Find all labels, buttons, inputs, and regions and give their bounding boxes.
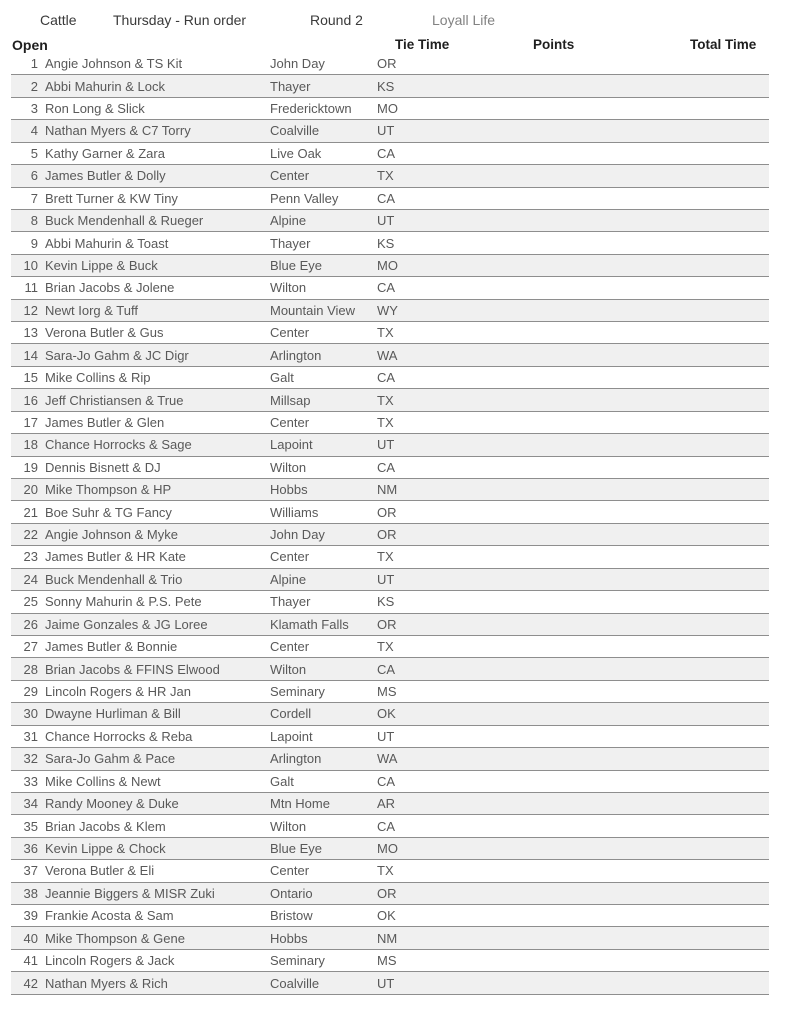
state: WA: [377, 347, 398, 363]
run-number: 16: [23, 392, 38, 408]
run-number: 15: [23, 370, 38, 386]
sheet-title-band: [0, 12, 791, 30]
state: MS: [377, 684, 397, 700]
city: Center: [270, 414, 310, 430]
team-name: Jeff Christiansen & True: [45, 392, 184, 408]
state: UT: [377, 975, 395, 991]
city: Bristow: [270, 908, 313, 924]
state: OK: [377, 908, 396, 924]
city: Hobbs: [270, 930, 308, 946]
table-row: [11, 726, 769, 748]
class-label: Open: [12, 37, 48, 53]
team-name: James Butler & Bonnie: [45, 639, 178, 655]
table-row: [11, 98, 769, 120]
table-row: [11, 950, 769, 972]
state: TX: [377, 168, 394, 184]
team-name: Verona Butler & Gus: [45, 325, 164, 341]
state: OR: [377, 527, 397, 543]
state: NM: [377, 930, 398, 946]
run-number: 20: [23, 482, 38, 498]
team-name: Buck Mendenhall & Rueger: [45, 213, 204, 229]
state: TX: [377, 863, 394, 879]
state: TX: [377, 325, 394, 341]
state: TX: [377, 639, 394, 655]
city: Seminary: [270, 684, 325, 700]
sponsor-label: Loyall Life: [432, 12, 496, 28]
team-name: Mike Collins & Rip: [45, 370, 151, 386]
city: Thayer: [270, 235, 311, 251]
run-number: 2: [30, 78, 38, 94]
city: Wilton: [270, 280, 307, 296]
city: Wilton: [270, 818, 307, 834]
city: Live Oak: [270, 145, 322, 161]
table-row: [11, 210, 769, 232]
table-row: [11, 75, 769, 97]
table-row: [11, 860, 769, 882]
team-name: Kevin Lippe & Chock: [45, 840, 166, 856]
state: OR: [377, 616, 397, 632]
run-number: 21: [23, 504, 38, 520]
team-name: Jaime Gonzales & JG Loree: [45, 616, 208, 632]
city: Wilton: [270, 459, 307, 475]
team-name: Chance Horrocks & Sage: [45, 437, 192, 453]
city: Penn Valley: [270, 190, 339, 206]
run-number: 6: [30, 168, 38, 184]
state: WA: [377, 751, 398, 767]
team-name: Frankie Acosta & Sam: [45, 908, 174, 924]
team-name: James Butler & HR Kate: [45, 549, 186, 565]
state: TX: [377, 392, 394, 408]
city: Alpine: [270, 571, 307, 587]
table-row: [11, 569, 769, 591]
team-name: Jeannie Biggers & MISR Zuki: [45, 885, 215, 901]
team-name: Mike Thompson & Gene: [45, 930, 185, 946]
city: Coalville: [270, 123, 320, 139]
run-number: 23: [23, 549, 38, 565]
team-name: Kevin Lippe & Buck: [45, 258, 158, 273]
state: CA: [377, 818, 396, 834]
table-row: [11, 300, 769, 322]
city: Lapoint: [270, 437, 313, 453]
run-number: 27: [23, 639, 38, 655]
table-row: [11, 322, 769, 344]
city: Arlington: [270, 347, 322, 363]
table-row: [11, 277, 769, 299]
team-name: Boe Suhr & TG Fancy: [45, 504, 172, 520]
team-name: Mike Collins & Newt: [45, 773, 161, 789]
team-name: Brett Turner & KW Tiny: [45, 190, 178, 206]
city: Mountain View: [270, 302, 356, 318]
run-number: 1: [30, 56, 38, 72]
team-name: Dwayne Hurliman & Bill: [45, 706, 181, 722]
team-name: Brian Jacobs & FFINS Elwood: [45, 661, 220, 677]
table-row: [11, 546, 769, 568]
team-name: Abbi Mahurin & Toast: [45, 235, 169, 251]
city: Cordell: [270, 706, 312, 722]
run-number: 24: [23, 571, 38, 587]
table-row: [11, 524, 769, 546]
run-number: 33: [23, 773, 38, 789]
city: Seminary: [270, 953, 325, 969]
table-row: [11, 681, 769, 703]
table-row: [11, 344, 769, 366]
city: Center: [270, 168, 310, 184]
table-row: [11, 457, 769, 479]
state: KS: [377, 235, 395, 251]
run-number: 34: [23, 796, 38, 812]
run-number: 9: [30, 235, 38, 251]
team-name: Kathy Garner & Zara: [45, 145, 165, 161]
team-name: James Butler & Glen: [45, 414, 165, 430]
run-number: 8: [30, 213, 38, 229]
team-name: Angie Johnson & TS Kit: [45, 56, 183, 72]
state: TX: [377, 549, 394, 565]
table-row: [11, 53, 769, 75]
city: Blue Eye: [270, 258, 323, 273]
state: CA: [377, 661, 396, 677]
state: CA: [377, 773, 396, 789]
table-row: [11, 636, 769, 658]
run-number: 38: [23, 885, 38, 901]
city: Fredericktown: [270, 101, 352, 117]
run-number: 35: [23, 818, 38, 834]
state: UT: [377, 571, 395, 587]
table-row: [11, 905, 769, 927]
table-row: [11, 614, 769, 636]
city: Lapoint: [270, 728, 313, 744]
team-name: Sara-Jo Gahm & JC Digr: [45, 347, 189, 363]
run-number: 5: [30, 145, 38, 161]
state: UT: [377, 437, 395, 453]
table-row: [11, 793, 769, 815]
table-row: [11, 591, 769, 613]
city: Center: [270, 639, 310, 655]
city: Hobbs: [270, 482, 308, 498]
run-number: 40: [23, 930, 38, 946]
run-number: 32: [23, 751, 38, 767]
city: Arlington: [270, 751, 322, 767]
team-name: Randy Mooney & Duke: [45, 796, 179, 812]
column-header-total-time: Total Time: [690, 37, 757, 52]
table-row: [11, 389, 769, 411]
team-name: Nathan Myers & Rich: [45, 975, 168, 991]
day-run-order-label: Thursday - Run order: [113, 12, 247, 28]
city: Galt: [270, 773, 294, 789]
team-name: Lincoln Rogers & HR Jan: [45, 684, 191, 700]
state: CA: [377, 190, 396, 206]
run-order-table: [11, 53, 769, 995]
run-number: 31: [23, 728, 38, 744]
run-number: 10: [23, 258, 38, 273]
team-name: Abbi Mahurin & Lock: [45, 78, 165, 94]
table-row: [11, 367, 769, 389]
state: OK: [377, 706, 396, 722]
table-row: [11, 838, 769, 860]
run-number: 41: [23, 953, 38, 969]
team-name: James Butler & Dolly: [45, 168, 166, 184]
state: AR: [377, 796, 396, 812]
table-row: [11, 255, 769, 277]
state: WY: [377, 302, 398, 318]
state: CA: [377, 459, 396, 475]
table-row: [11, 479, 769, 501]
state: CA: [377, 145, 396, 161]
city: John Day: [270, 527, 325, 543]
city: Center: [270, 863, 310, 879]
column-header-points: Points: [533, 37, 575, 52]
table-row: [11, 412, 769, 434]
city: Millsap: [270, 392, 311, 408]
city: Ontario: [270, 885, 313, 901]
team-name: Ron Long & Slick: [45, 101, 145, 117]
table-row: [11, 232, 769, 254]
run-number: 17: [23, 414, 38, 430]
city: Mtn Home: [270, 796, 330, 812]
run-number: 37: [23, 863, 38, 879]
city: Thayer: [270, 594, 311, 610]
city: Thayer: [270, 78, 311, 94]
state: MO: [377, 101, 398, 117]
state: KS: [377, 594, 395, 610]
run-number: 28: [23, 661, 38, 677]
city: Galt: [270, 370, 294, 386]
city: Wilton: [270, 661, 307, 677]
run-number: 4: [30, 123, 38, 139]
run-number: 12: [23, 302, 38, 318]
city: Center: [270, 549, 310, 565]
state: NM: [377, 482, 398, 498]
run-number: 26: [23, 616, 38, 632]
city: Klamath Falls: [270, 616, 349, 632]
city: Williams: [270, 504, 319, 520]
state: OR: [377, 56, 397, 72]
state: UT: [377, 728, 395, 744]
table-row: [11, 658, 769, 680]
team-name: Lincoln Rogers & Jack: [45, 953, 175, 969]
team-name: Buck Mendenhall & Trio: [45, 571, 183, 587]
table-row: [11, 771, 769, 793]
team-name: Dennis Bisnett & DJ: [45, 459, 161, 475]
table-row: [11, 120, 769, 142]
run-number: 36: [23, 840, 38, 856]
run-number: 39: [23, 908, 38, 924]
team-name: Angie Johnson & Myke: [45, 527, 178, 543]
table-row: [11, 501, 769, 523]
state: MO: [377, 258, 398, 273]
run-number: 29: [23, 684, 38, 700]
run-number: 30: [23, 706, 38, 722]
city: Center: [270, 325, 310, 341]
city: Alpine: [270, 213, 307, 229]
table-row: [11, 972, 769, 994]
state: CA: [377, 280, 396, 296]
table-row: [11, 815, 769, 837]
table-row: [11, 703, 769, 725]
event-type-label: Cattle: [40, 12, 77, 28]
state: TX: [377, 414, 394, 430]
team-name: Chance Horrocks & Reba: [45, 728, 193, 744]
run-number: 11: [24, 280, 38, 296]
city: John Day: [270, 56, 325, 72]
run-number: 19: [23, 459, 38, 475]
state: OR: [377, 885, 397, 901]
city: Blue Eye: [270, 840, 323, 856]
state: CA: [377, 370, 396, 386]
run-number: 3: [30, 101, 38, 117]
run-number: 7: [30, 190, 38, 206]
team-name: Verona Butler & Eli: [45, 863, 155, 879]
team-name: Brian Jacobs & Klem: [45, 818, 166, 834]
state: KS: [377, 78, 395, 94]
run-number: 22: [23, 527, 38, 543]
team-name: Newt Iorg & Tuff: [45, 302, 138, 318]
round-label: Round 2: [310, 12, 363, 28]
state: MS: [377, 953, 397, 969]
city: Coalville: [270, 975, 320, 991]
team-name: Sara-Jo Gahm & Pace: [45, 751, 176, 767]
state: MO: [377, 840, 398, 856]
table-row: [11, 434, 769, 456]
table-row: [11, 143, 769, 165]
team-name: Nathan Myers & C7 Torry: [45, 123, 191, 139]
team-name: Sonny Mahurin & P.S. Pete: [45, 594, 202, 610]
table-row: [11, 748, 769, 770]
run-number: 13: [23, 325, 38, 341]
column-header-band: [0, 37, 791, 54]
state: UT: [377, 123, 395, 139]
state: UT: [377, 213, 395, 229]
column-header-tie-time: Tie Time: [395, 37, 450, 52]
table-row: [11, 883, 769, 905]
run-number: 18: [23, 437, 38, 453]
run-number: 14: [23, 347, 38, 363]
run-number: 42: [23, 975, 38, 991]
run-number: 25: [23, 594, 38, 610]
team-name: Mike Thompson & HP: [45, 482, 172, 498]
state: OR: [377, 504, 397, 520]
table-row: [11, 927, 769, 949]
table-row: [11, 165, 769, 187]
team-name: Brian Jacobs & Jolene: [45, 280, 175, 296]
table-row: [11, 188, 769, 210]
